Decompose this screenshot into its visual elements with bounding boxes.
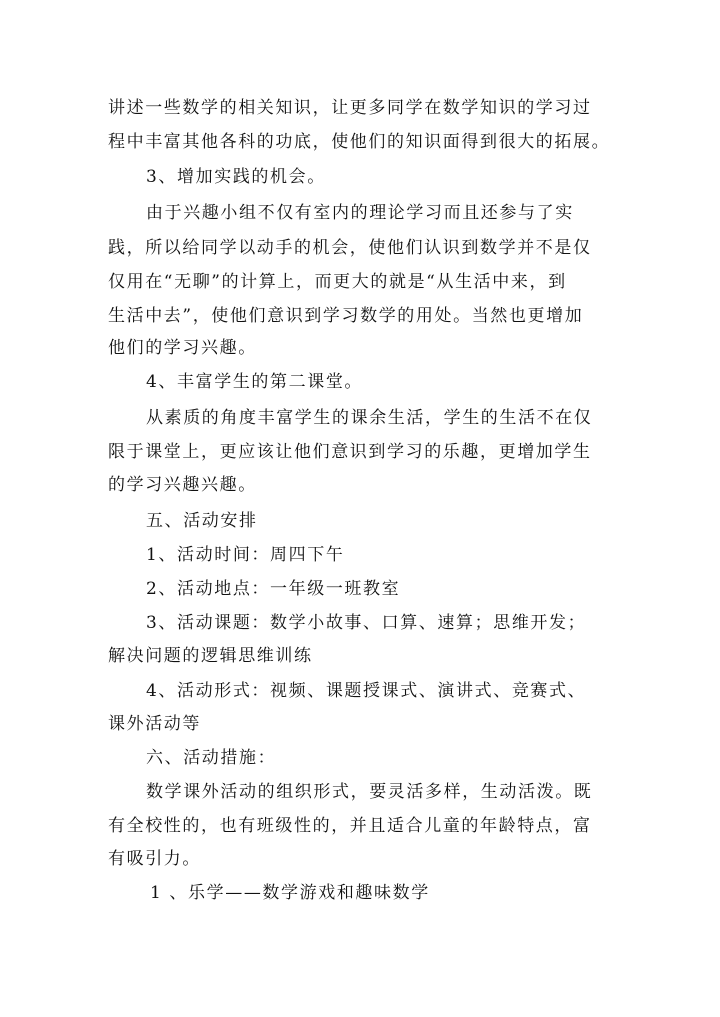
text-line: 仅用在“无聊”的计算上，而更大的就是“从生活中来，到 [108,272,567,292]
text-line: 践，所以给同学以动手的机会，使他们认识到数学并不是仅 [108,238,592,258]
list-item: 3、活动课题：数学小故事、口算、速算；思维开发； [146,613,587,633]
section-heading: 4、丰富学生的第二课堂。 [146,372,364,392]
text-line: 限于课堂上，更应该让他们意识到学习的乐趣，更增加学生 [108,442,592,462]
section-heading: 五、活动安排 [146,511,258,531]
text-line: 从素质的角度丰富学生的课余生活，学生的生活不在仅 [146,408,593,428]
text-line: 课外活动等 [108,714,201,734]
list-item: 4、活动形式：视频、课题授课式、演讲式、竞赛式、 [146,681,587,701]
list-item: 1、活动时间：周四下午 [146,545,345,565]
text-line: 由于兴趣小组不仅有室内的理论学习而且还参与了实 [146,203,574,223]
text-line: 的学习兴趣兴趣。 [108,475,257,495]
text-line: 讲述一些数学的相关知识，让更多同学在数学知识的学习过 [108,98,592,118]
section-heading: 3、增加实践的机会。 [146,167,326,187]
text-line: 解决问题的逻辑思维训练 [108,646,313,666]
section-heading: 六、活动措施： [146,748,277,768]
list-item: 2、活动地点：一年级一班教室 [146,579,401,599]
text-line: 生活中去”，使他们意识到学习数学的用处。当然也更增加 [108,306,584,326]
section-heading: 1 、乐学——数学游戏和趣味数学 [150,883,430,903]
text-line: 程中丰富其他各科的功底，使他们的知识面得到很大的拓展。 [108,132,611,152]
text-line: 有吸引力。 [108,849,201,869]
text-line: 有全校性的，也有班级性的，并且适合儿童的年龄特点，富 [108,816,592,836]
text-line: 数学课外活动的组织形式，要灵活多样，生动活泼。既 [146,782,593,802]
text-line: 他们的学习兴趣。 [108,338,257,358]
